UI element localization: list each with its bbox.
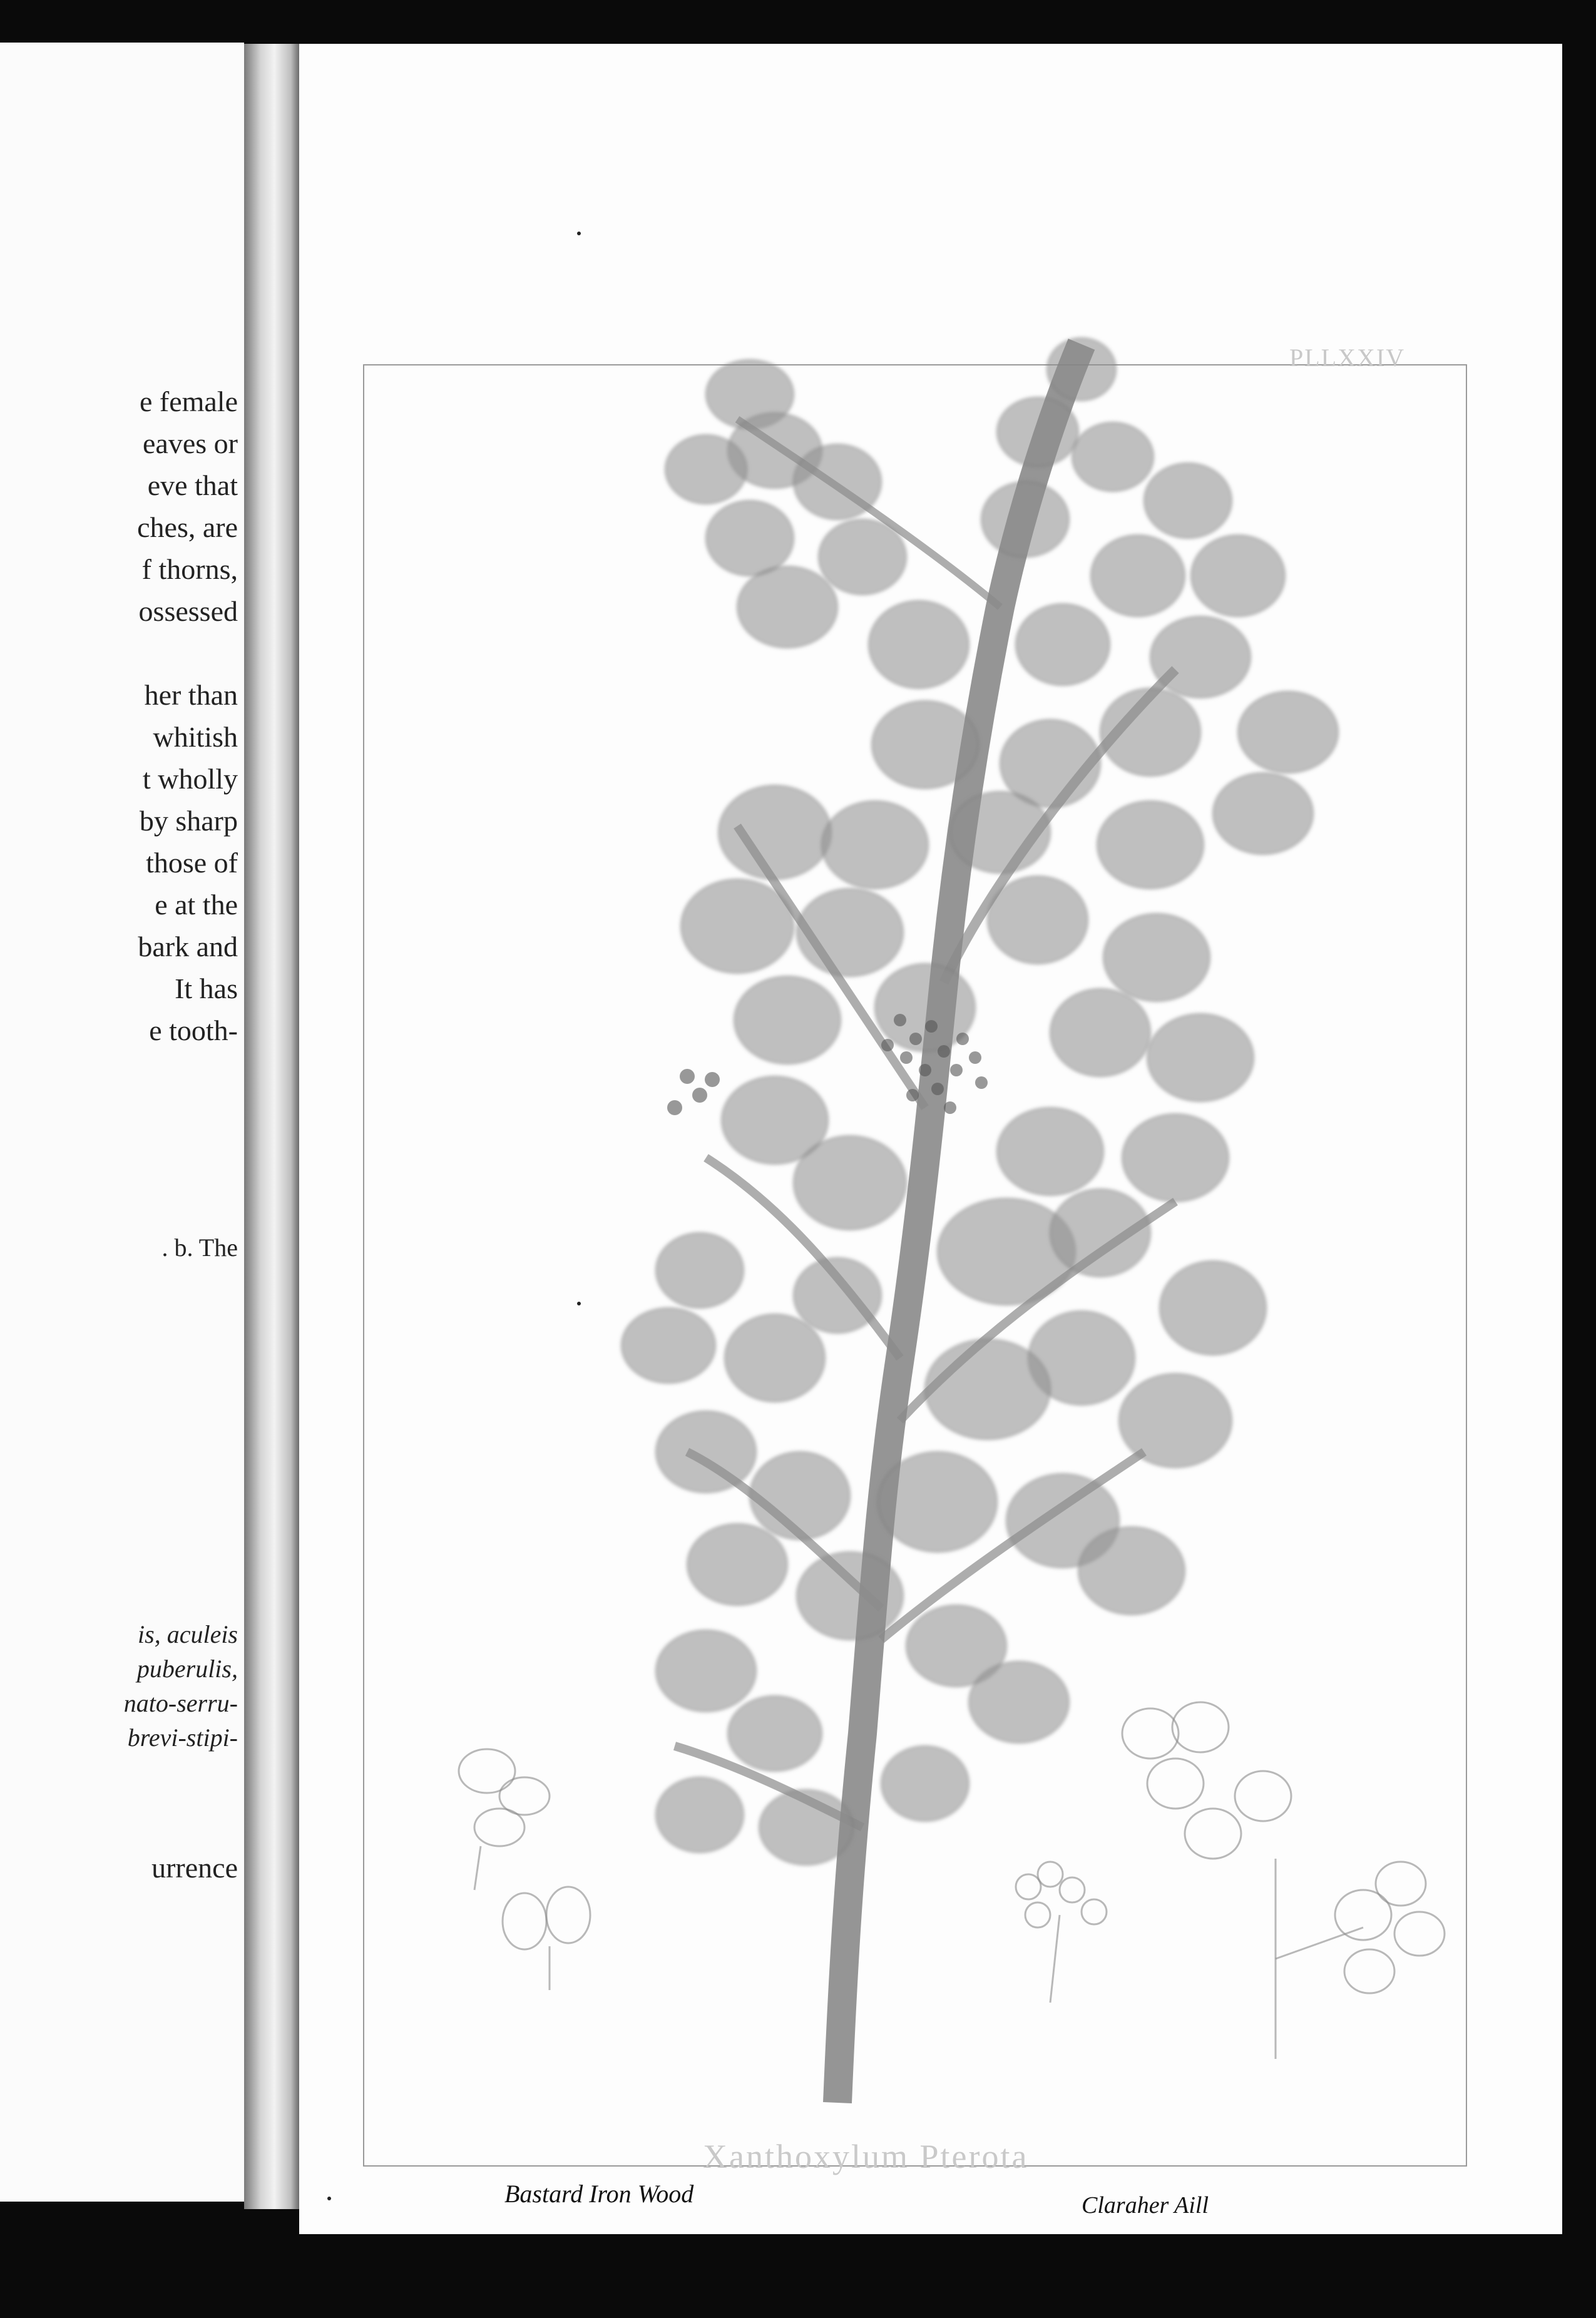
- text-line: t wholly: [142, 763, 238, 795]
- text-line: eaves or: [143, 427, 238, 459]
- latin-description-line: nato-serru-: [123, 1689, 238, 1717]
- plate-title: Xanthoxylum Pterota: [703, 2138, 1029, 2175]
- artist-credit: Claraher Aill: [1082, 2192, 1209, 2218]
- text-line: whitish: [153, 721, 238, 753]
- text-line: eve that: [147, 469, 238, 501]
- speck: [577, 232, 581, 235]
- text-line: by sharp: [139, 805, 238, 837]
- text-line: her than: [144, 679, 238, 711]
- text-line: urrence: [151, 1852, 238, 1884]
- latin-description-line: brevi-stipi-: [127, 1723, 238, 1752]
- text-line: f thorns,: [141, 553, 238, 585]
- text-line: ches, are: [137, 511, 238, 543]
- speck: [577, 1302, 581, 1305]
- plate-page: [299, 44, 1562, 2234]
- caption-fragment: . b. The: [161, 1233, 238, 1262]
- text-line: e tooth-: [149, 1014, 238, 1046]
- text-line: e female: [139, 385, 238, 417]
- text-line: those of: [146, 847, 238, 879]
- left-page: [0, 43, 244, 2202]
- text-line: bark and: [138, 931, 238, 962]
- speck: [327, 2197, 331, 2200]
- common-name: Bastard Iron Wood: [504, 2180, 694, 2208]
- text-line: e at the: [155, 889, 238, 921]
- book-spine: [244, 44, 299, 2209]
- latin-description-line: puberulis,: [136, 1655, 238, 1683]
- plate-number: PLLXXIV: [1289, 344, 1406, 372]
- text-line: ossessed: [138, 595, 238, 627]
- botanical-illustration: [299, 44, 1562, 2234]
- text-line: It has: [175, 973, 238, 1004]
- latin-description-line: is, aculeis: [138, 1620, 238, 1648]
